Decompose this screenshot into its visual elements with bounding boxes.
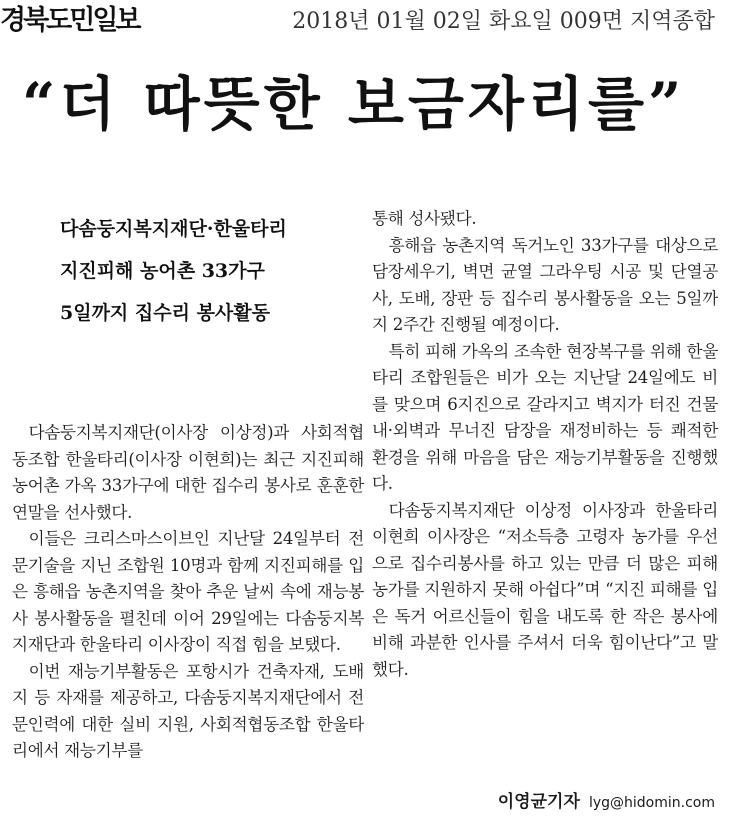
article-body-left xyxy=(12,420,364,765)
masthead xyxy=(0,0,729,58)
article-headline: “더 따뜻한 보금자리를” xyxy=(22,70,686,138)
body-paragraph: 다솜둥지복지재단 이상정 이사장과 한울타리 이현희 이사장은 “저소득층 고령자 농가를 우선으로 집수리봉사를 하고 있는 만큼 더 많은 피해 농가를 지원하지 못해 아쉽다”며 “지진 피해를 입은 독거 어르신들이 힘을 내도록 한 작은 봉사에 비해 과분한 인사를 주셔서 더욱 힘이난다”고 말했다. xyxy=(372,500,718,679)
body-paragraph: 특히 피해 가옥의 조속한 현장복구를 위해 한울타리 조합원들은 비가 오는 지난달 24일에도 비를 맞으며 6지진으로 갈라지고 벽지가 터진 건물 내·외벽과 무너진 담장을 재정비하는 등 쾌적한 환경을 위해 마음을 담은 재능기부활동을 진행했다. xyxy=(372,341,718,493)
newspaper-name: 경북도민일보 xyxy=(0,5,139,36)
body-paragraph: 이들은 크리스마스이브인 지난달 24일부터 전문기술을 지닌 조합원 10명과 함께 지진피해를 입은 흥해읍 농촌지역을 찾아 추운 날씨 속에 재능봉사 봉사활동을 펼친데 이어 29일에는 다솜둥지복지재단과 한울타리 이사장이 직접 힘을 보탰다. xyxy=(12,529,364,654)
article-left-column xyxy=(12,204,364,765)
publication-dateline: 2018년 01월 02일 화요일 009면 지역종합 xyxy=(292,9,715,34)
subheadline-2: 지진피해 농어촌 33가구 xyxy=(60,260,265,282)
article-body-right xyxy=(372,206,718,683)
article-right-column xyxy=(372,206,718,683)
reporter-email: lyg@hidomin.com xyxy=(588,795,715,811)
subheadline-3: 5일까지 집수리 봉사활동 xyxy=(60,302,270,324)
subheadline-block xyxy=(12,204,364,334)
body-paragraph: 다솜둥지복지재단(이사장 이상정)과 사회적협동조합 한울타리(이사장 이현희)는 최근 지진피해 농어촌 가옥 33가구에 대한 집수리 봉사로 훈훈한 연말을 선사했다. xyxy=(12,423,364,522)
body-paragraph-continued: 통해 성사됐다. xyxy=(372,209,477,228)
body-paragraph: 이번 재능기부활동은 포항시가 건축자재, 도배지 등 자재를 제공하고, 다솜둥지복지재단에서 전문인력에 대한 실비 지원, 사회적협동조합 한울타리에서 재능기부를 xyxy=(12,661,364,760)
byline xyxy=(498,787,715,812)
subheadline-1: 다솜둥지복지재단·한울타리 xyxy=(60,218,287,240)
body-paragraph: 흥해읍 농촌지역 독거노인 33가구를 대상으로 담장세우기, 벽면 균열 그라우팅 시공 및 단열공사, 도배, 장판 등 집수리 봉사활동을 오는 5일까지 2주간 진행될 예정이다. xyxy=(372,235,718,334)
reporter-name: 이영균기자 xyxy=(497,792,580,812)
